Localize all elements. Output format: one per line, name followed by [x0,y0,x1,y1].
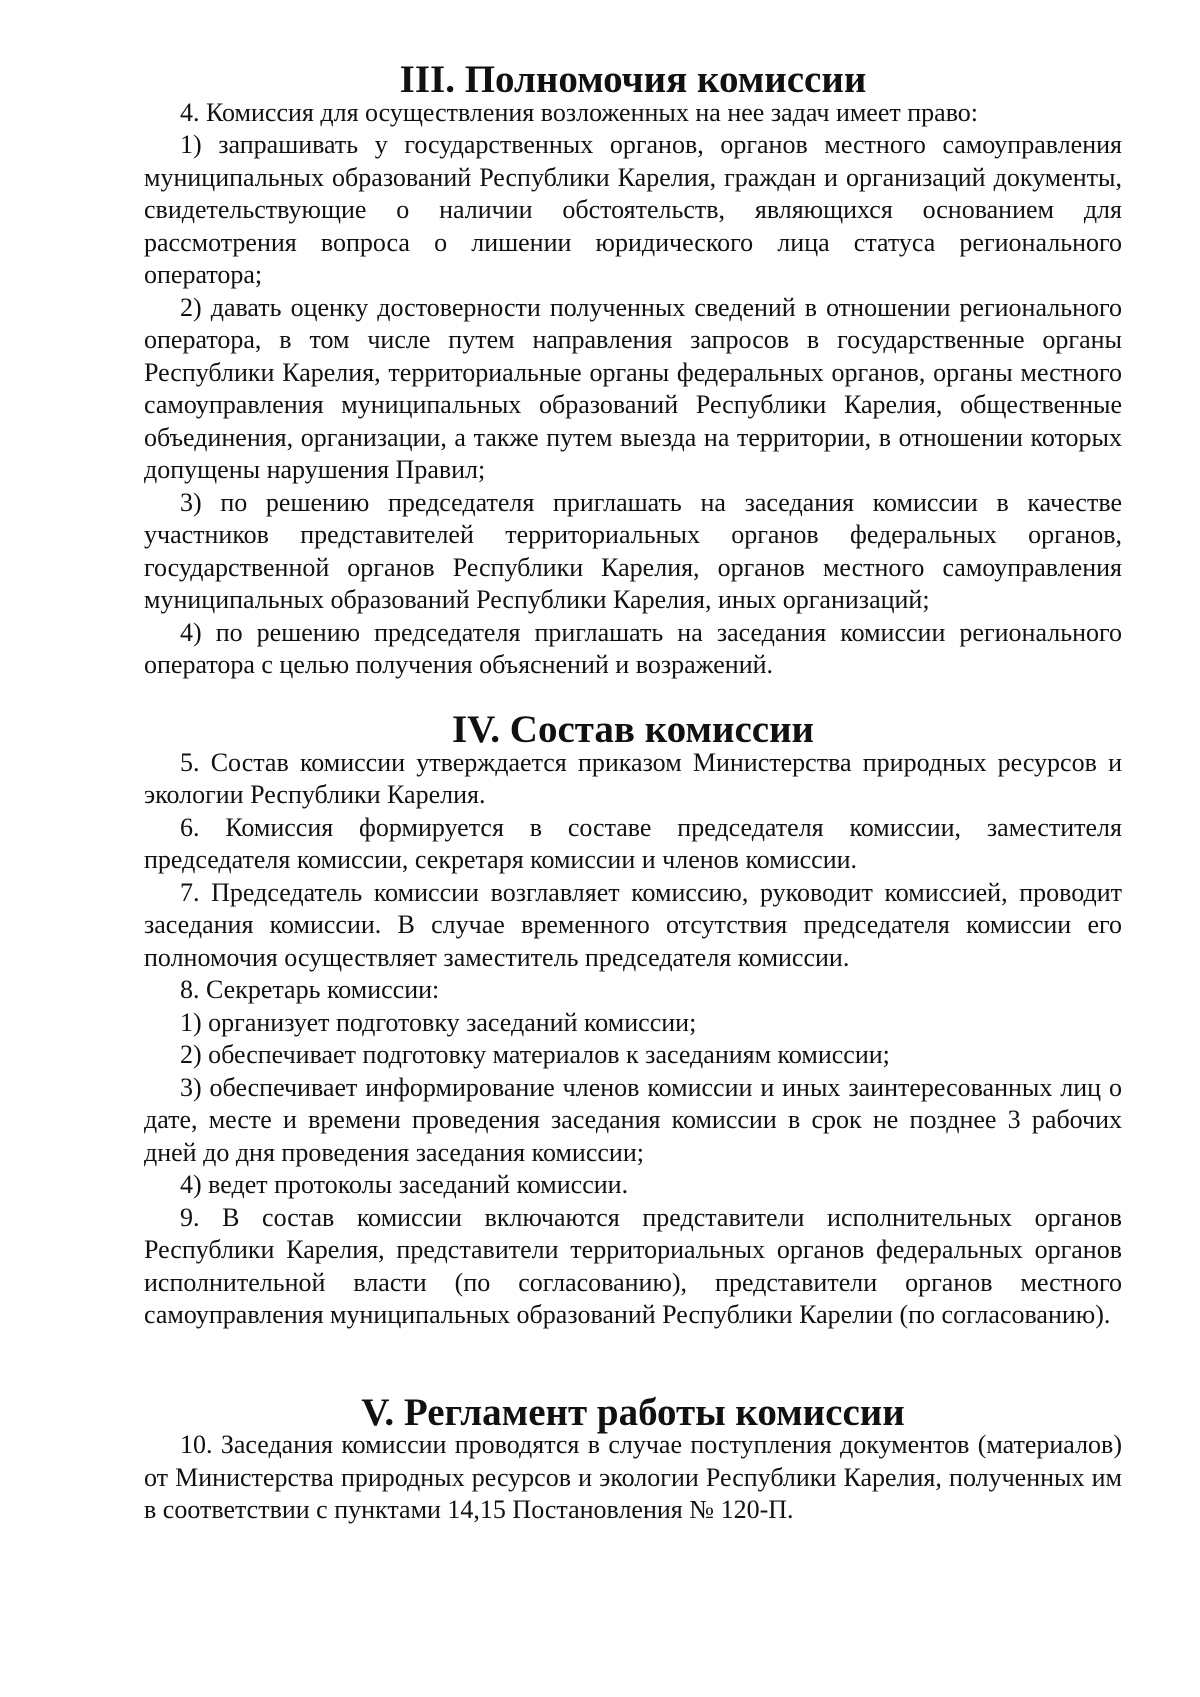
paragraph: 4. Комиссия для осуществления возложенных на нее задач имеет право: [180,97,979,127]
paragraph: 2) давать оценку достоверности полученных сведений в отношении регионального оператора, в том числе путем направления запросов в государственные органы Республики Карелия, территориальные органы федеральных органов, органы местного самоуправления муниципальных образований Республики Карелия, общественные объединения, организации, а также путем выезда на территории, в отношении которых допущены нарушения Правил; [144,292,1122,484]
paragraph: 4) ведет протоколы заседаний комиссии. [180,1170,629,1199]
paragraph: 5. Состав комиссии утверждается приказом Министерства природных ресурсов и экологии Республики Карелия. [144,747,1122,809]
paragraph: 4) по решению председателя приглашать на заседания комиссии регионального оператора с целью получения объяснений и возражений. [144,617,1122,679]
section-powers [144,58,1122,682]
section-title: III. Полномочия комиссии [399,58,867,101]
paragraph: 9. В состав комиссии включаются представители исполнительных органов Республики Карелия, представители территориальных органов федеральных органов исполнительной власти (по согласованию), представители органов местного самоуправления муниципальных образований Республики Карелии (по согласованию). [144,1202,1122,1329]
section-regulations [144,1390,1122,1527]
paragraph: 1) запрашивать у государственных органов, органов местного самоуправления муниципальных образований Республики Карелия, граждан и организаций документы, свидетельствующие о наличии обстоятельств, являющихся основанием для рассмотрения вопроса о лишении юридического лица статуса регионального оператора; [144,130,1122,289]
paragraph: 1) организует подготовку заседаний комиссии; [180,1007,697,1037]
document-page [144,58,1122,1527]
section-title: IV. Состав комиссии [451,708,815,751]
section-spacer [144,1332,1122,1397]
paragraph: 2) обеспечивает подготовку материалов к заседаниям комиссии; [180,1040,890,1069]
paragraph: 8. Секретарь комиссии: [180,975,440,1004]
paragraph: 7. Председатель комиссии возглавляет комиссию, руководит комиссией, проводит заседания комиссии. В случае временного отсутствия председателя комиссии его полномочия осуществляет заместитель председателя комиссии. [144,877,1122,972]
section-title: V. Регламент работы комиссии [361,1390,905,1434]
section-composition [144,708,1122,1332]
paragraph: 10. Заседания комиссии проводятся в случае поступления документов (материалов) от Министерства природных ресурсов и экологии Республики Карелия, полученных им в соответствии с пунктами 14,15 Постановления № 120-П. [144,1430,1122,1524]
paragraph: 6. Комиссия формируется в составе председателя комиссии, заместителя председателя комиссии, секретаря комиссии и членов комиссии. [144,812,1122,874]
paragraph: 3) обеспечивает информирование членов комиссии и иных заинтересованных лиц о дате, месте и времени проведения заседания комиссии в срок не позднее 3 рабочих дней до дня проведения заседания комиссии; [144,1072,1122,1167]
paragraph: 3) по решению председателя приглашать на заседания комиссии в качестве участников представителей территориальных органов федеральных органов, государственной органов Республики Карелия, органов местного самоуправления муниципальных образований Республики Карелия, иных организаций; [144,487,1122,614]
